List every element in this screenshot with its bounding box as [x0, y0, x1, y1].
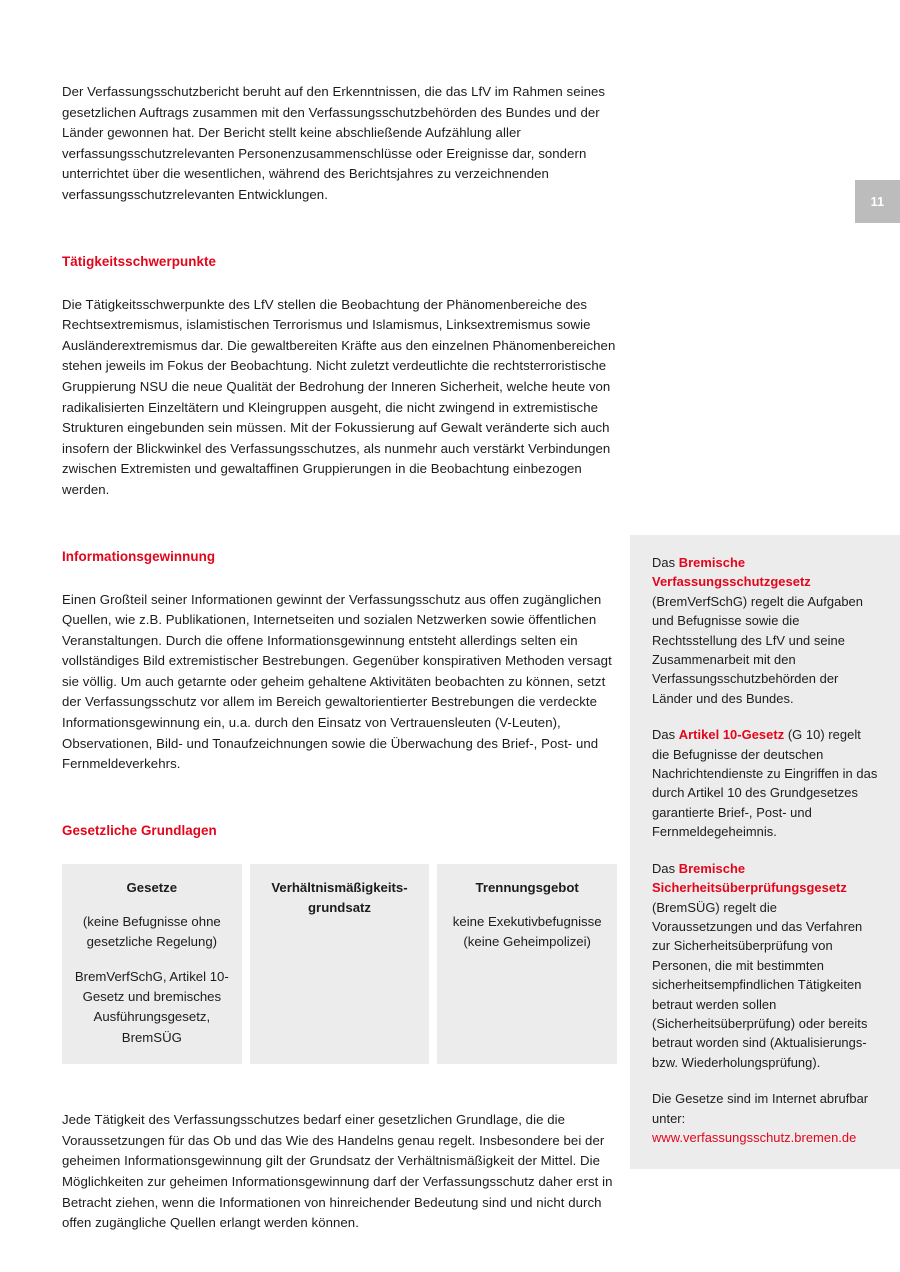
table-column-text: keine Exekutivbefugnisse (keine Geheimpolizei)	[452, 913, 602, 950]
spacer	[62, 1064, 617, 1110]
sidebar-body-text: Die Gesetze sind im Internet abrufbar unter:	[652, 1091, 869, 1126]
spacer	[62, 271, 617, 295]
spacer	[62, 840, 617, 864]
table-column-title: Verhältnismäßigkeits-grundsatz	[271, 879, 408, 915]
table-column-text: (keine Befugnisse ohne gesetzliche Regelung)	[82, 913, 221, 950]
spacer	[62, 775, 617, 821]
sidebar-body-text: (G 10) regelt die Befugnisse der deutschen Nachrichtendienste zu Eingriffen in das durch Artikel 10 des Grundgesetzes garantierte Brief-, Post- und Fernmeldegeheimnis.	[652, 727, 878, 840]
sidebar-block-bremverfschg	[652, 553, 878, 708]
table-column-title: Trennungsgebot	[475, 879, 579, 895]
table-column-text: BremVerfSchG, Artikel 10-Gesetz und bremisches Ausführungsgesetz, BremSÜG	[74, 968, 229, 1045]
sidebar-block-internet-reference	[652, 1089, 878, 1147]
sidebar-lead-text: Das	[652, 860, 679, 876]
sidebar-body-text: (BremVerfSchG) regelt die Aufgaben und Befugnisse sowie die Rechtsstellung des LfV und seine Zusammenarbeit mit den Verfassungsschutzbehörden der Länder und des Bundes.	[652, 593, 863, 706]
sidebar-block-bremsueg	[652, 859, 878, 1072]
section-heading-gesetzliche-grundlagen: Gesetzliche Grundlagen	[62, 822, 217, 838]
page-number-label: 11	[870, 194, 885, 209]
sidebar-body-text: (BremSÜG) regelt die Voraussetzungen und das Verfahren zur Sicherheitsüberprüfung von Personen, die mit bestimmten sicherheitsempfindlichen Tätigkeiten betraut werden sollen (Sicherheitsüberprüfung) oder bereits betraut worden sind (Aktualisierungs- bzw. Wiederholungsprüfung).	[652, 899, 868, 1070]
closing-paragraph: Jede Tätigkeit des Verfassungsschutzes bedarf einer gesetzlichen Grundlage, die die Voraussetzungen für das Ob und das Wie des Handelns genau regelt. Insbesondere bei der geheimen Informationsgewinnung gilt der Grundsatz der Verhältnismäßigkeit der Mittel. Die Möglichkeiten zur geheimen Informationsgewinnung darf der Verfassungsschutz daher erst in Betracht ziehen, wenn die Informationen von hinreichender Bedeutung sind und nicht durch offen zugängliche Quellen erlangt werden können.	[62, 1112, 613, 1231]
spacer	[62, 501, 617, 547]
page-number-badge	[855, 180, 900, 223]
section-heading-informationsgewinnung: Informationsgewinnung	[62, 548, 216, 564]
section-heading-taetigkeitsschwerpunkte: Tätigkeitsschwerpunkte	[62, 253, 217, 269]
sidebar-lead-text: Das	[652, 555, 679, 570]
intro-paragraph: Der Verfassungsschutzbericht beruht auf den Erkenntnissen, die das LfV im Rahmen seines gesetzlichen Auftrags zusammen mit den Verfassungsschutzbehörden des Bundes und der Länder gewonnen hat. Der Bericht stellt keine abschließende Aufzählung aller verfassungsschutzrelevanten Personenzusammenschlüsse oder Ereignisse dar, sondern unterrichtet über die wesentlichen, während des Berichtsjahres zu verzeichnenden verfassungsschutzrelevanten Entwicklungen.	[62, 84, 606, 202]
legal-basis-table	[62, 864, 617, 1064]
spacer	[62, 206, 617, 252]
verfassungsschutz-website-link[interactable]: www.verfassungsschutz.bremen.de	[652, 1129, 857, 1145]
section-paragraph-informationsgewinnung: Einen Großteil seiner Informationen gewinnt der Verfassungsschutz aus offen zugänglichen Quellen, wie z.B. Publikationen, Internetseiten und sozialen Netzwerken sowie öffentlichen Veranstaltungen. Durch die offene Informationsgewinnung entsteht allerdings selten ein vollständiges Bild extremistischer Bestrebungen. Gegenüber konspirativen Methoden versagt sie völlig. Um auch getarnte oder geheim gehaltene Aktivitäten beobachten zu können, setzt der Verfassungsschutz vor allem im Bereich gewaltorientierter Bestrebungen die verdeckte Informationsgewinnung ein, u.a. durch den Einsatz von Vertrauensleuten (V-Leuten), Observationen, Bild- und Tonaufzeichnungen sowie die Überwachung des Brief-, Post- und Fernmeldeverkehrs.	[62, 591, 612, 772]
sidebar-highlight-term: Bremische Verfassungsschutzgesetz	[652, 555, 811, 590]
spacer	[62, 566, 617, 590]
sidebar-lead-text: Das	[652, 727, 679, 743]
sidebar-block-artikel-10-gesetz	[652, 725, 878, 841]
sidebar-highlight-term: Artikel 10-Gesetz	[678, 727, 785, 743]
sidebar-info-panel	[630, 535, 900, 1169]
section-paragraph-taetigkeitsschwerpunkte: Die Tätigkeitsschwerpunkte des LfV stellen die Beobachtung der Phänomenbereiche des Rechtsextremismus, islamistischen Terrorismus und Islamismus, Linksextremismus sowie Ausländerextremismus dar. Die gewaltbereiten Kräfte aus den einzelnen Phänomenbereichen stehen jeweils im Fokus der Beobachtung. Nicht zuletzt verdeutlichte die rechtsterroristische Gruppierung NSU die neue Qualität der Bedrohung der Inneren Sicherheit, welche heute von radikalisierten Einzeltätern und Kleingruppen ausgeht, die nicht zwingend in extremistische Strukturen eingebunden sein müssen. Mit der Fokussierung auf Gewalt veränderte sich auch insofern der Blickwinkel des Verfassungsschutzes, als nunmehr auch verstärkt Verbindungen zwischen Extremisten und gewaltaffinen Gruppierungen in die Beobachtung einbezogen werden.	[62, 296, 616, 497]
main-content-column	[62, 82, 617, 1234]
table-column-verhaeltnismaessigkeitsgrundsatz	[250, 864, 430, 1064]
table-column-trennungsgebot	[437, 864, 617, 1064]
table-column-gesetze	[62, 864, 242, 1064]
sidebar-highlight-term: Bremische Sicherheitsüberprüfungsgesetz	[652, 860, 847, 896]
table-column-title: Gesetze	[126, 879, 178, 895]
